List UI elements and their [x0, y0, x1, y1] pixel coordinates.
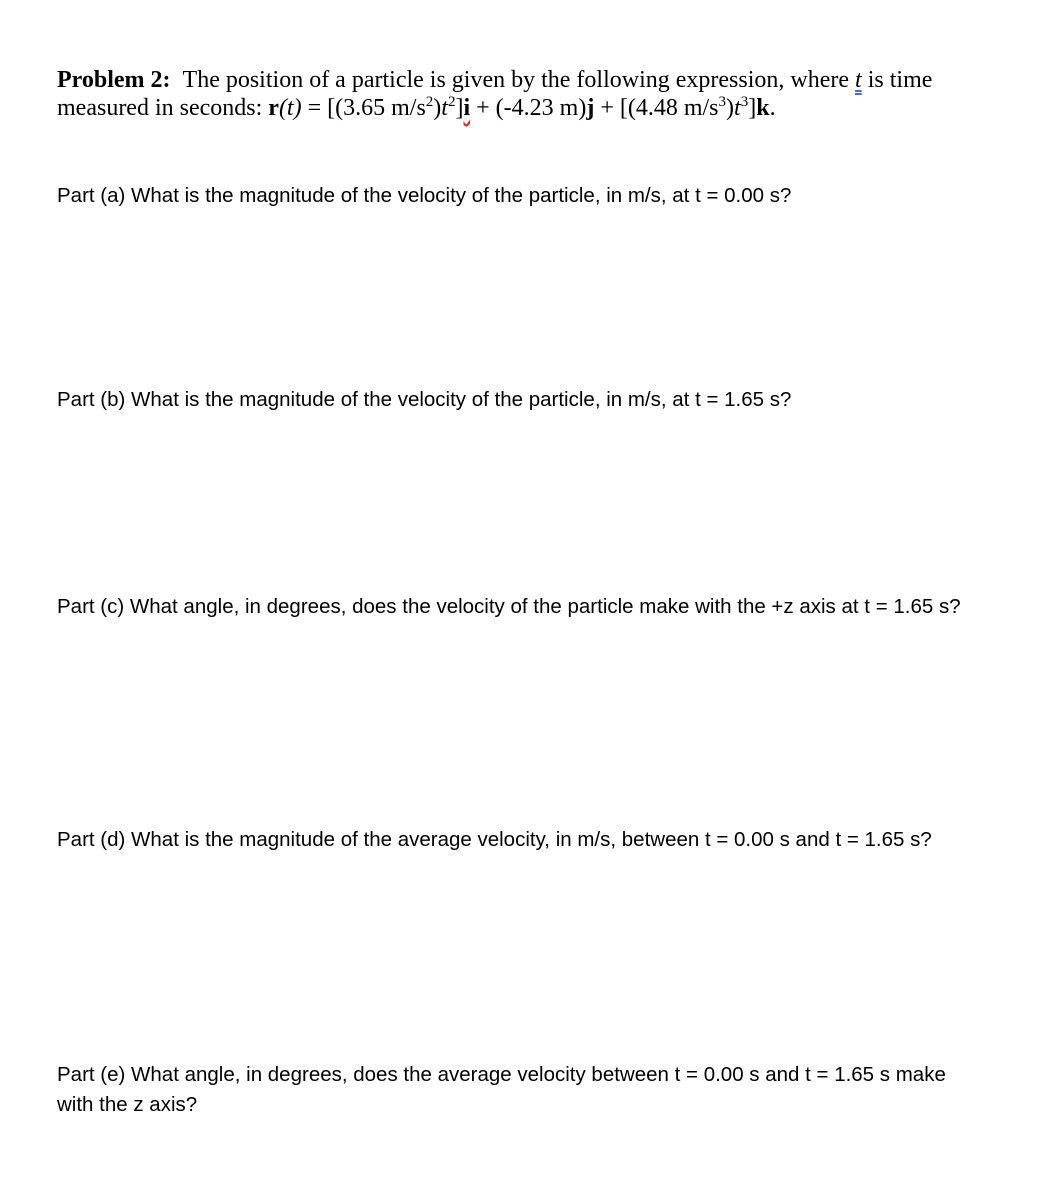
- equation-end: .: [769, 95, 776, 121]
- equation-part-4: + (-4.23 m): [470, 95, 587, 121]
- unit-vector-i: i: [463, 95, 471, 121]
- part-c-question: Part (c) What angle, in degrees, does the velocity of the particle make with the +z axis at t = 1.65 s?: [57, 595, 961, 618]
- part-e-question: Part (e) What angle, in degrees, does the average velocity between t = 0.00 s and t = 1.65 s make with the z axis?: [57, 1063, 946, 1116]
- exponent-2: 2: [447, 94, 456, 110]
- problem-text-measured: is time measured in seconds:: [57, 67, 933, 121]
- problem-text-intro: The position of a particle is given by the following expression, where: [182, 67, 850, 93]
- time-z-term: t: [734, 95, 741, 121]
- equation-part-6: ): [726, 95, 735, 121]
- problem-statement: [57, 66, 997, 122]
- exponent-1: 2: [425, 94, 434, 110]
- position-argument: (t): [278, 95, 302, 121]
- unit-vector-j: j: [586, 95, 595, 121]
- equation-part-7: ]: [748, 95, 757, 121]
- position-vector-symbol: r: [268, 95, 279, 121]
- equation-part-1: = [(3.65 m/s: [301, 95, 426, 121]
- exponent-3: 3: [718, 94, 727, 110]
- equation-part-5: + [(4.48 m/s: [594, 95, 719, 121]
- time-variable: t: [855, 67, 862, 93]
- part-b-question: Part (b) What is the magnitude of the velocity of the particle, in m/s, at t = 1.65 s?: [57, 388, 792, 411]
- part-d-question: Part (d) What is the magnitude of the average velocity, in m/s, between t = 0.00 s and t = 1.65 s?: [57, 828, 932, 851]
- equation-part-3: ]: [455, 95, 464, 121]
- exponent-4: 3: [740, 94, 749, 110]
- unit-vector-k: k: [756, 95, 770, 121]
- problem-label: Problem 2:: [57, 67, 171, 93]
- equation-part-2: ): [433, 95, 442, 121]
- part-a-question: Part (a) What is the magnitude of the velocity of the particle, in m/s, at t = 0.00 s?: [57, 184, 792, 207]
- time-x-term: t: [441, 95, 448, 121]
